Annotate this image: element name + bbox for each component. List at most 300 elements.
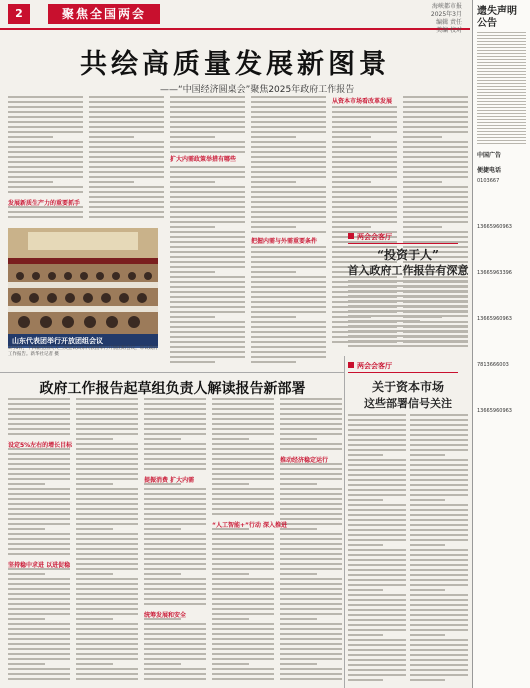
text-line — [144, 583, 206, 585]
text-line — [144, 533, 206, 535]
text-line — [8, 638, 70, 640]
text-line — [76, 428, 138, 430]
text-line — [170, 281, 245, 283]
text-line — [8, 493, 70, 495]
text-line — [251, 226, 296, 228]
text-line — [144, 458, 206, 460]
subtitle-2: 扩大内需政策举措有哪些 — [170, 156, 237, 163]
text-line — [403, 126, 468, 128]
text-line — [280, 633, 342, 635]
text-line — [8, 408, 70, 410]
text-line — [76, 608, 138, 610]
text-line — [251, 356, 326, 358]
text-line — [212, 603, 274, 605]
text-line — [212, 618, 249, 620]
text-line — [477, 83, 526, 84]
text-line — [8, 488, 70, 490]
text-line — [8, 513, 70, 515]
text-line — [76, 598, 138, 600]
text-line — [251, 136, 296, 138]
text-line — [403, 156, 468, 158]
text-line — [170, 186, 245, 188]
text-line — [477, 143, 526, 144]
text-line — [280, 678, 342, 680]
text-line — [212, 593, 274, 595]
text-line — [410, 624, 468, 626]
text-line — [403, 226, 442, 228]
text-line — [280, 428, 342, 430]
text-line — [251, 206, 326, 208]
text-line — [170, 116, 245, 118]
text-line — [410, 674, 468, 676]
text-line — [251, 276, 326, 278]
text-line — [251, 306, 326, 308]
text-line — [212, 628, 274, 630]
text-line — [144, 623, 206, 625]
text-line — [348, 414, 406, 416]
text-line — [280, 553, 342, 555]
text-line — [251, 281, 326, 283]
text-line — [348, 340, 468, 342]
text-line — [410, 424, 468, 426]
text-line — [89, 106, 164, 108]
text-line — [8, 483, 45, 485]
text-line — [477, 122, 526, 123]
text-line — [477, 77, 526, 78]
text-line — [251, 141, 326, 143]
text-line — [251, 321, 326, 323]
text-line — [144, 468, 206, 470]
text-line — [348, 554, 406, 556]
text-line — [251, 146, 326, 148]
text-line — [8, 603, 70, 605]
text-line — [76, 573, 113, 575]
text-line — [8, 538, 70, 540]
text-line — [348, 559, 406, 561]
text-line — [8, 658, 70, 660]
inset1-headline-2: 首入政府工作报告有深意 — [347, 264, 469, 277]
second-headline: 政府工作报告起草组负责人解读报告新部署 — [39, 381, 306, 397]
text-line — [170, 226, 215, 228]
text-line — [144, 573, 181, 575]
text-line — [144, 568, 206, 570]
text-line — [410, 489, 468, 491]
text-line — [477, 107, 526, 108]
text-line — [332, 151, 397, 153]
text-line — [8, 111, 83, 113]
text-line — [144, 403, 206, 405]
text-line — [76, 583, 138, 585]
main-headline: 共绘高质量发展新图景 — [80, 49, 390, 80]
text-line — [144, 438, 181, 440]
text-line — [410, 514, 468, 516]
text-line — [144, 433, 206, 435]
text-line — [251, 201, 326, 203]
text-line — [8, 428, 70, 430]
text-line — [212, 513, 274, 515]
text-line — [170, 261, 245, 263]
text-line — [8, 101, 83, 103]
text-line — [212, 478, 274, 480]
text-line — [410, 654, 468, 656]
text-line — [76, 593, 138, 595]
text-line — [212, 408, 274, 410]
text-line — [280, 608, 342, 610]
text-line — [348, 310, 468, 312]
subtitle-4: 从资本市场看改革发展 — [332, 98, 393, 105]
text-line — [76, 468, 138, 470]
text-line — [144, 538, 206, 540]
text-line — [8, 528, 45, 530]
text-line — [403, 151, 468, 153]
text-line — [477, 98, 526, 99]
text-line — [76, 613, 138, 615]
text-line — [170, 206, 245, 208]
text-line — [76, 523, 138, 525]
text-line — [251, 311, 326, 313]
text-line — [212, 473, 274, 475]
text-line — [212, 403, 274, 405]
text-line — [212, 453, 274, 455]
text-line — [410, 439, 468, 441]
text-line — [348, 489, 406, 491]
text-line — [280, 423, 342, 425]
text-line — [212, 418, 274, 420]
text-line — [212, 568, 274, 570]
text-line — [212, 543, 274, 545]
text-line — [348, 469, 406, 471]
text-line — [280, 568, 342, 570]
text-line — [348, 639, 406, 641]
text-line — [144, 593, 206, 595]
text-line — [76, 458, 138, 460]
inset2-headline-2: 这些部署信号关注 — [364, 397, 452, 410]
text-line — [348, 524, 406, 526]
text-line — [477, 101, 526, 102]
text-line — [8, 151, 83, 153]
text-line — [251, 256, 326, 258]
text-line — [170, 361, 215, 363]
text-line — [348, 569, 406, 571]
text-line — [251, 251, 326, 253]
text-line — [8, 503, 70, 505]
text-line — [76, 473, 138, 475]
text-line — [348, 464, 406, 466]
text-line — [280, 673, 342, 675]
text-line — [410, 464, 468, 466]
text-line — [8, 673, 70, 675]
text-line — [212, 413, 274, 415]
text-line — [348, 424, 406, 426]
text-line — [170, 101, 245, 103]
text-line — [76, 603, 138, 605]
text-line — [332, 161, 397, 163]
text-line — [8, 543, 70, 545]
text-line — [144, 603, 206, 605]
text-line — [144, 668, 206, 670]
text-line — [212, 633, 274, 635]
text-line — [403, 141, 468, 143]
text-line — [348, 305, 468, 307]
text-line — [8, 668, 70, 670]
second-subtitle-1: 设定5%左右的增长目标 — [8, 442, 73, 449]
text-line — [8, 418, 70, 420]
text-line — [8, 678, 70, 680]
text-line — [8, 573, 45, 575]
text-line — [251, 291, 326, 293]
text-line — [348, 534, 406, 536]
text-line — [89, 206, 164, 208]
text-line — [332, 201, 397, 203]
notice-title: 遗失声明公告 — [477, 6, 517, 29]
text-line — [410, 614, 468, 616]
text-line — [144, 543, 206, 545]
text-line — [403, 161, 468, 163]
text-line — [170, 276, 245, 278]
text-line — [144, 643, 206, 645]
text-line — [410, 569, 468, 571]
text-line — [477, 53, 526, 54]
text-line — [410, 524, 468, 526]
text-line — [348, 325, 468, 327]
text-line — [280, 583, 342, 585]
text-line — [251, 216, 326, 218]
text-line — [170, 166, 245, 168]
text-line — [170, 291, 245, 293]
text-line — [76, 618, 113, 620]
text-line — [410, 554, 468, 556]
text-line — [280, 593, 342, 595]
text-line — [410, 474, 468, 476]
text-line — [403, 186, 468, 188]
ad-label: 中国广告 — [477, 152, 502, 159]
text-line — [410, 664, 468, 666]
text-line — [8, 498, 70, 500]
text-line — [251, 261, 326, 263]
text-line — [410, 414, 468, 416]
text-line — [212, 663, 249, 665]
text-line — [8, 518, 70, 520]
text-line — [410, 544, 445, 546]
second-subtitle-3: 提振消费 扩大内需 — [144, 477, 195, 484]
text-line — [332, 126, 397, 128]
text-line — [332, 191, 397, 193]
text-line — [332, 181, 371, 183]
text-line — [251, 106, 326, 108]
text-line — [89, 201, 164, 203]
text-line — [348, 449, 406, 451]
text-line — [8, 463, 70, 465]
text-line — [332, 206, 397, 208]
text-line — [477, 56, 526, 57]
text-line — [477, 38, 526, 39]
text-line — [410, 604, 468, 606]
text-line — [332, 106, 397, 108]
text-line — [8, 453, 70, 455]
text-line — [212, 458, 274, 460]
text-line — [348, 484, 406, 486]
text-line — [170, 176, 245, 178]
text-line — [410, 434, 468, 436]
text-line — [212, 463, 274, 465]
text-line — [8, 191, 83, 193]
second-subtitle-4: 统筹发展和安全 — [144, 612, 187, 619]
text-line — [410, 609, 468, 611]
text-line — [251, 156, 326, 158]
text-line — [212, 643, 274, 645]
text-line — [348, 544, 383, 546]
text-line — [144, 503, 206, 505]
inset-tag-2: 两会会客厅 — [348, 361, 458, 373]
text-line — [212, 433, 274, 435]
text-line — [410, 529, 468, 531]
text-line — [332, 186, 397, 188]
text-line — [8, 216, 83, 218]
text-line — [76, 453, 138, 455]
text-line — [76, 553, 138, 555]
text-line — [8, 588, 70, 590]
text-line — [332, 116, 397, 118]
text-line — [348, 434, 406, 436]
text-line — [477, 110, 526, 111]
phone-entry: 7813666003 — [477, 362, 509, 368]
text-line — [410, 519, 468, 521]
text-line — [8, 126, 83, 128]
text-line — [410, 459, 468, 461]
text-line — [403, 136, 442, 138]
text-line — [170, 271, 215, 273]
second-article-column-2 — [76, 398, 138, 684]
text-line — [8, 643, 70, 645]
text-line — [477, 44, 526, 45]
text-line — [89, 126, 164, 128]
text-line — [477, 35, 526, 36]
second-subtitle-6: 推动经济稳定运行 — [280, 457, 329, 464]
text-line — [212, 573, 249, 575]
text-line — [76, 648, 138, 650]
text-line — [348, 330, 468, 332]
text-line — [89, 191, 164, 193]
text-line — [280, 658, 342, 660]
text-line — [8, 653, 70, 655]
text-line — [212, 548, 274, 550]
text-line — [212, 448, 274, 450]
text-line — [8, 121, 83, 123]
text-line — [170, 141, 245, 143]
text-line — [89, 196, 164, 198]
text-line — [144, 413, 206, 415]
text-line — [477, 41, 526, 42]
text-line — [251, 231, 326, 233]
text-line — [170, 146, 245, 148]
text-line — [212, 508, 274, 510]
text-line — [410, 639, 468, 641]
text-line — [410, 549, 468, 551]
text-line — [348, 584, 406, 586]
text-line — [280, 558, 342, 560]
text-line — [280, 418, 342, 420]
text-line — [251, 151, 326, 153]
text-line — [89, 181, 134, 183]
text-line — [170, 211, 245, 213]
text-line — [348, 609, 406, 611]
text-line — [280, 668, 342, 670]
second-article-column-5 — [280, 398, 342, 684]
text-line — [144, 423, 206, 425]
text-line — [76, 543, 138, 545]
text-line — [410, 579, 468, 581]
text-line — [8, 468, 70, 470]
text-line — [8, 598, 70, 600]
text-line — [8, 136, 53, 138]
text-line — [410, 484, 468, 486]
text-line — [348, 644, 406, 646]
text-line — [212, 483, 249, 485]
text-line — [477, 125, 526, 126]
text-line — [8, 663, 45, 665]
text-line — [89, 211, 164, 213]
text-line — [8, 648, 70, 650]
text-line — [76, 658, 138, 660]
text-line — [348, 474, 406, 476]
masthead — [0, 0, 470, 34]
text-line — [8, 176, 83, 178]
text-line — [403, 121, 468, 123]
text-line — [477, 89, 526, 90]
text-line — [8, 211, 83, 213]
text-line — [8, 508, 70, 510]
text-line — [477, 68, 526, 69]
text-line — [280, 473, 342, 475]
text-line — [212, 558, 274, 560]
text-line — [76, 558, 138, 560]
text-line — [348, 499, 383, 501]
text-line — [89, 216, 164, 218]
text-line — [76, 638, 138, 640]
text-line — [76, 513, 138, 515]
text-line — [76, 433, 138, 435]
text-line — [477, 131, 526, 132]
text-line — [212, 658, 274, 660]
text-line — [76, 653, 138, 655]
text-line — [348, 290, 468, 292]
text-line — [251, 351, 326, 353]
text-line — [332, 196, 397, 198]
text-line — [8, 533, 70, 535]
text-line — [410, 564, 468, 566]
notice-body — [477, 32, 526, 144]
photo-banner: 山东代表团举行开放团组会议 — [8, 334, 158, 348]
text-line — [76, 628, 138, 630]
text-line — [170, 241, 245, 243]
text-line — [280, 648, 342, 650]
text-line — [410, 469, 468, 471]
text-line — [280, 573, 317, 575]
text-line — [251, 176, 326, 178]
text-line — [144, 528, 181, 530]
text-line — [170, 326, 245, 328]
text-line — [76, 563, 138, 565]
inset2-column-2 — [410, 414, 468, 684]
text-line — [170, 346, 245, 348]
text-line — [76, 568, 138, 570]
text-line — [89, 101, 164, 103]
text-line — [89, 96, 164, 98]
text-line — [89, 131, 164, 133]
text-line — [348, 315, 468, 317]
text-line — [410, 539, 468, 541]
text-line — [170, 336, 245, 338]
